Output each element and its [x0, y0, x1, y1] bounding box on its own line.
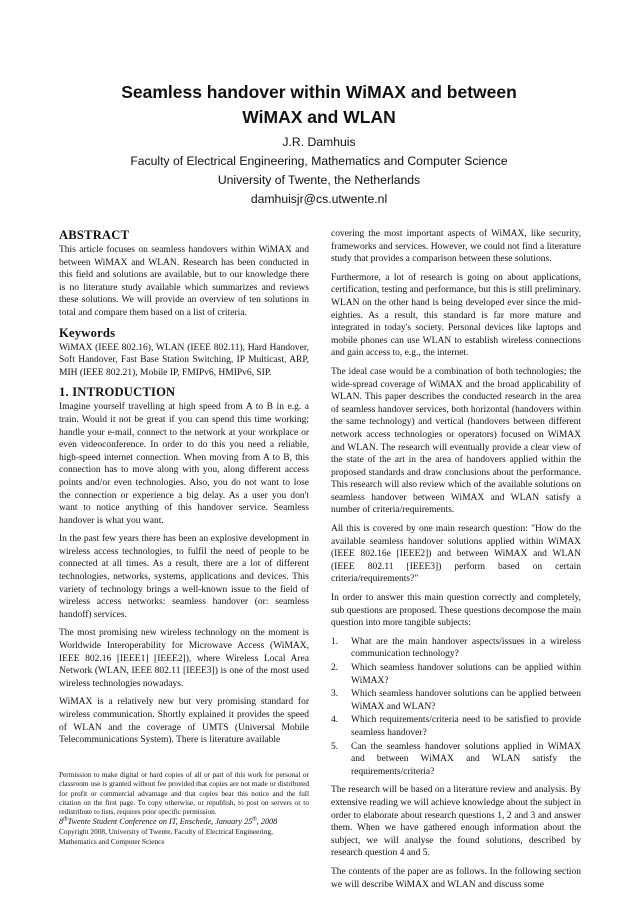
keywords-heading: Keywords — [59, 325, 116, 340]
list-item — [331, 741, 581, 779]
body-paragraph: The ideal case would be a combination of both technologies; the wide-spread coverage of WiMAX and the broad applicability of WLAN. This paper describes the conducted research in the area of seamless handover services, both horizontal (handovers within the same technology) and vertical (handovers between different network access technologies or operators) focused on WiMAX and WLAN. The research will eventually provide a clear view of the state of the art in the area of handovers applied within the proposed standards and draw conclusions about the performance. This research will also review which of the available solutions on seamless handover between WiMAX and WLAN satisfy a number of criteria/requirements. — [331, 366, 581, 516]
body-paragraph: covering the most important aspects of WiMAX, like security, frameworks and services. However, we could not find a literature study that provides a comparison between these solutions. — [331, 229, 581, 265]
list-item-number: 5. — [331, 741, 339, 752]
conf-date-sup: th — [252, 816, 257, 823]
list-item — [331, 662, 581, 687]
intro-paragraph: The most promising new wireless technology on the moment is Worldwide Interoperability for Microwave Access (WiMAX, IEEE 802.16 [IEEE1] [IEEE2]), where Wireless Local Area Network (WLAN, IEEE 802.11 [IEEE3]) is one of the most used wireless technologies nowadays. — [59, 628, 309, 689]
body-paragraph: In order to answer this main question correctly and completely, sub questions are proposed. These questions decompose the main question into more tangible subjects: — [331, 593, 581, 629]
abstract-heading: ABSTRACT — [59, 228, 130, 242]
list-item-text: Which seamless handover solutions can be applied between WiMAX and WLAN? — [351, 689, 581, 712]
list-item-number: 4. — [331, 715, 339, 726]
conf-prefix-sup: th — [63, 816, 68, 823]
permission-footnote — [59, 770, 309, 846]
left-column — [59, 228, 309, 753]
list-item-number: 2. — [331, 663, 339, 673]
body-paragraph: The contents of the paper are as follows. In the following section we will describe WiMAX and WLAN and discuss some — [331, 866, 581, 890]
intro-paragraph: Imagine yourself travelling at high speed from A to B in e.g. a train. Would it not be great if you can spend this time working; handle your e-mail, connect to the network at your workplace or even videoconference. In order to do this you need a reliable, high-speed internet connection. When moving from A to B, this connection has to move along with you, along different access points and/or even technologies. Also, you do not want to lose the connection or experience a big delay. As a user you don't want to notice anything of this handover service. Seamless handover is what you want. — [59, 402, 309, 526]
body-paragraph: The research will be based on a literature review and analysis. By extensive reading we will achieve knowledge about the subject in order to elaborate about research questions 1, 2 and 3 and answer them. When we have gathered enough information about the subject, we will analyse the found solutions, described by research question 4 and 5. — [331, 785, 581, 859]
copyright-line-1: Copyright 2008, University of Twente, Faculty of Electrical Engineering, — [59, 827, 273, 837]
affiliation-line-1: Faculty of Electrical Engineering, Mathematics and Computer Science — [130, 154, 508, 168]
list-item-number: 1. — [331, 636, 339, 647]
intro-paragraph: In the past few years there has been an explosive development in wireless access technologies, to fulfil the need of people to be connected at all times. As a result, there are a lot of different technologies, networks, systems, applications and devices. This variety of technology brings a well-known issue to the field of wireless access networks: seamless handover (or: seamless handoff) services. — [59, 534, 309, 620]
research-questions-list — [331, 636, 581, 779]
body-paragraph: Furthermore, a lot of research is going on about applications, certification, testing and performance, but this is still preliminary. WLAN on the other hand is being developed ever since the mid-eighties. As a result, this standard is far more mature and integrated in today's society. Personal devices like laptops and mobile phones can use WLAN to establish wireless connections and gain access to, e.g., the internet. — [331, 272, 581, 359]
list-item-text: Which seamless handover solutions can be applied within WiMAX? — [351, 663, 581, 686]
permission-text: Permission to make digital or hard copies of all or part of this work for personal or classroom use is granted without fee provided that copies are not made or distributed for profit or commercial advantage and that copies bear this notice and the full citation on the first page. To copy otherwise, or republish, to post on servers or to redistribute to lists, requires prior specific permission. — [59, 770, 309, 817]
list-item — [331, 688, 581, 713]
conf-prefix: 8 — [59, 817, 64, 827]
introduction-heading: 1. INTRODUCTION — [59, 385, 176, 400]
body-paragraph: All this is covered by one main research question: "How do the available seamless handover solutions applied within WiMAX (IEEE 802.16e [IEEE2]) and between WiMAX and WLAN (IEEE 802.11 [IEEE3]) perform based on certain criteria/requirements?" — [331, 524, 581, 585]
paper-title-line-2: WiMAX and WLAN — [242, 107, 396, 127]
list-item-number: 3. — [331, 689, 339, 700]
paper-title-line-1: Seamless handover within WiMAX and between — [121, 82, 517, 102]
affiliation-line-2: University of Twente, the Netherlands — [217, 173, 421, 187]
right-column — [331, 228, 581, 897]
list-item — [331, 636, 581, 661]
conference-line — [59, 817, 309, 827]
list-item-text: Which requirements/criteria need to be satisfied to provide seamless handover? — [351, 715, 581, 738]
keywords-text: WiMAX (IEEE 802.16), WLAN (IEEE 802.11), Hard Handover, Soft Handover, Fast Base Station Switching, IP Multicast, ARP, MIH (IEEE 802.21), Mobile IP, FMIPv6, HMIPv6, SIP. — [59, 342, 309, 378]
paper-header — [0, 80, 638, 209]
list-item-text: Can the seamless handover solutions applied in WiMAX and between WiMAX and WLAN satisfy the requirements/criteria? — [351, 741, 581, 777]
copyright-line-2: Mathematics and Computer Science — [59, 836, 165, 846]
list-item-text: What are the main handover aspects/issues in a wireless communication technology? — [351, 636, 581, 660]
author-name: J.R. Damhuis — [282, 135, 356, 149]
intro-paragraph: WiMAX is a relatively new but very promising standard for wireless communication. Shortly explained it provides the speed of WLAN and the coverage of UMTS (Universal Mobile Telecommunications System). There is literature available — [59, 697, 309, 746]
conf-suffix: , 2008 — [256, 817, 278, 827]
list-item — [331, 714, 581, 739]
conf-middle: Twente Student Conference on IT, Enschede, January 25 — [67, 817, 253, 827]
author-email: damhuisjr@cs.utwente.nl — [250, 192, 388, 206]
abstract-text: This article focuses on seamless handovers within WiMAX and between WiMAX and WLAN. Research has been conducted in this field and solutions are available, but to our knowledge there is no literature study available which summarizes and reviews these solutions. We will provide an overview of ten solutions in total and compare them based on a list of criteria. — [59, 245, 309, 318]
